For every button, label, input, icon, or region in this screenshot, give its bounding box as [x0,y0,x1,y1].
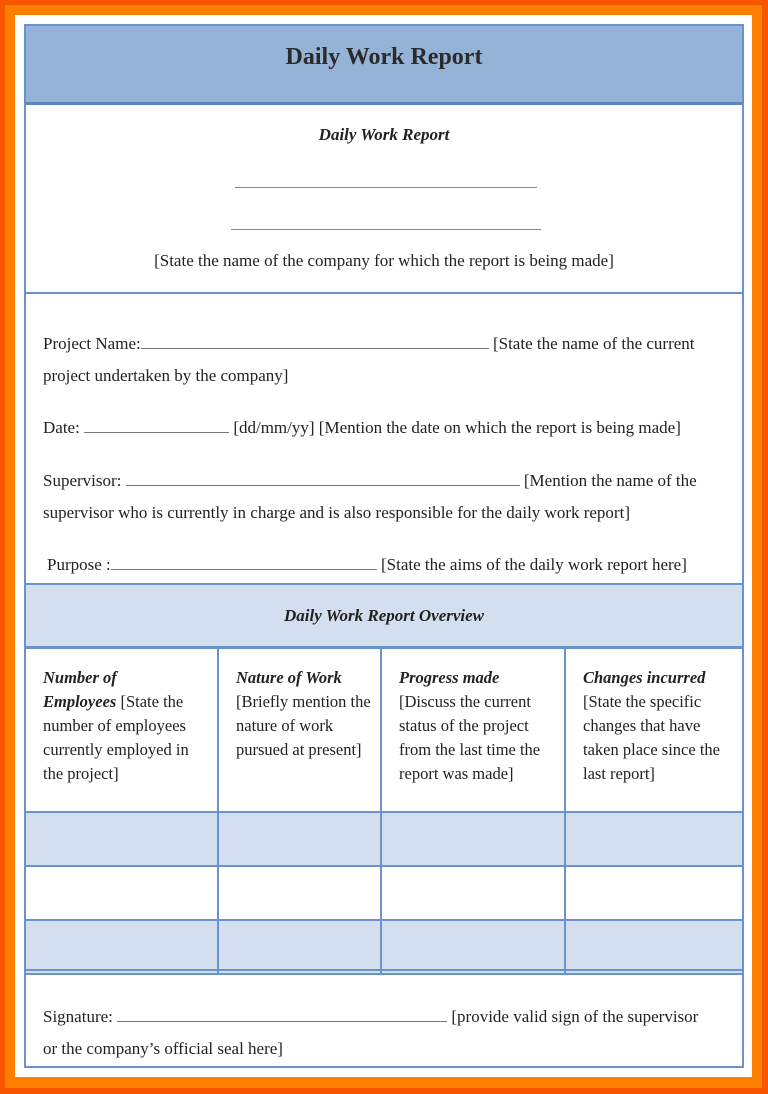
column-changes-incurred [565,648,742,812]
table-cell[interactable] [26,920,218,974]
project-name-field [43,328,733,392]
purpose-input[interactable] [111,555,377,570]
column-heading: Progress made [399,668,500,687]
overview-heading [26,583,742,648]
signature-hint: [provide valid sign of the supervisor [451,1007,699,1026]
date-hint: [Mention the date on which the report is being made] [318,418,681,437]
table-row [26,920,742,974]
table-cell[interactable] [381,812,565,866]
column-nature-of-work [218,648,381,812]
column-description: [Briefly mention the nature of work pursued at present] [236,692,371,759]
column-description: [State the specific changes that have taken place since the last report] [583,692,720,783]
company-section [26,105,742,294]
date-format: [dd/mm/yy] [233,418,315,437]
project-fields [26,294,742,583]
purpose-label: Purpose : [47,555,111,574]
signature-hint-cont: or the company’s official seal here] [43,1039,283,1058]
project-name-hint-cont: project undertaken by the company] [43,366,289,385]
signature-section [26,969,742,1068]
table-cell[interactable] [565,920,742,974]
page-title: Daily Work Report [285,43,483,70]
table-cell[interactable] [26,812,218,866]
supervisor-field [43,465,733,529]
project-name-hint: [State the name of the current [492,334,695,353]
supervisor-input[interactable] [126,471,520,486]
overview-title: Daily Work Report Overview [283,605,485,625]
supervisor-hint-cont: supervisor who is currently in charge and is also responsible for the daily work report] [43,503,630,522]
table-header-row [26,648,742,812]
column-heading: Number of [43,668,117,687]
supervisor-label: Supervisor: [43,471,122,490]
table-cell[interactable] [565,812,742,866]
overview-table [26,647,742,975]
table-cell[interactable] [565,866,742,920]
purpose-field [47,549,737,581]
table-row [26,866,742,920]
table-cell[interactable] [26,866,218,920]
column-heading-cont: Employees [43,692,117,711]
date-field [43,412,733,444]
column-heading: Nature of Work [236,668,342,687]
table-cell[interactable] [381,866,565,920]
purpose-hint: [State the aims of the daily work report here] [381,555,687,574]
table-cell[interactable] [381,920,565,974]
company-hint: [State the name of the company for which the report is being made] [154,251,614,270]
signature-field [43,1001,733,1065]
signature-input[interactable] [117,1007,447,1022]
column-description: [State the number of employees currently employed in the project] [43,692,189,783]
supervisor-hint: [Mention the name of the [523,471,697,490]
company-name-line-2[interactable] [231,229,541,230]
signature-label: Signature: [43,1007,113,1026]
column-employees [26,648,218,812]
table-cell[interactable] [218,920,381,974]
column-heading: Changes incurred [583,668,706,687]
section-subtitle: Daily Work Report [318,125,450,144]
company-name-line-1[interactable] [235,187,537,188]
date-label: Date: [43,418,80,437]
column-description: [Discuss the current status of the project from the last time the report was made] [399,692,541,783]
column-progress-made [381,648,565,812]
date-input[interactable] [84,418,229,433]
table-row [26,812,742,866]
table-cell[interactable] [218,812,381,866]
project-name-label: Project Name: [43,334,141,353]
project-name-input[interactable] [141,334,489,349]
title-banner [26,26,742,105]
table-cell[interactable] [218,866,381,920]
report-document [24,24,744,1068]
